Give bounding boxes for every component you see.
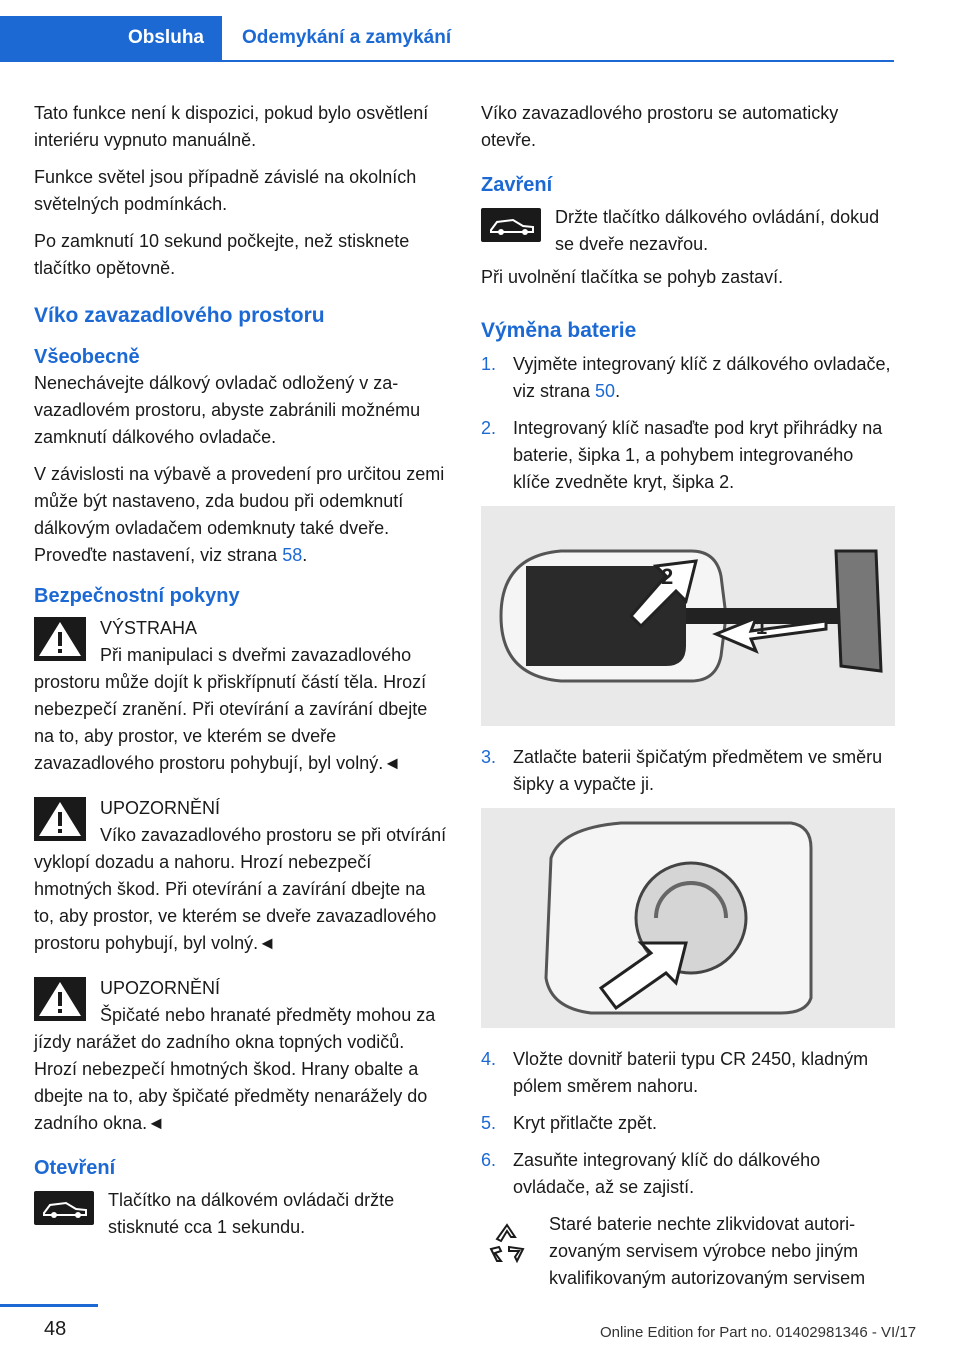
header-tabs [0,0,960,62]
step-number: 1. [481,354,497,374]
step-end: . [615,381,621,401]
page-link-58[interactable]: 58 [282,545,303,565]
notice-text: Špičaté nebo hranaté předměty mohou za jízdy narážet do zadního okna topných vodičů. Hrozí nebezpečí hmotných škod. Hrany obalte a dbejte na to, aby špičaté předměty nenarážely do zadního okna.◄ [34,1005,436,1133]
notice-title: UPOZORNĚNÍ [100,978,221,998]
paragraph: Víko zavazadlového prostoru se automaticky otevře. [481,103,839,150]
recycle-note [481,1211,895,1292]
notice-block [34,975,450,1137]
step-text: Kryt přitlačte zpět. [513,1113,658,1133]
battery-steps-final [481,1046,895,1201]
open-button-row [34,1187,450,1241]
right-column [481,100,895,1292]
step-item [481,351,895,405]
step-number: 3. [481,747,497,767]
step-item [481,415,895,496]
step-text: Vložte dovnitř baterii typu CR 2450, kladným pólem směrem nahoru. [513,1049,869,1096]
step-text: Vyjměte integrovaný klíč z dálkového ovladače, viz strana [513,354,891,401]
subheading-close: Zavření [481,174,553,196]
paragraph-text: V závislosti na výbavě a provedení pro určitou zemi může být nastaveno, zda budou při odemknutí dálkovým ovladačem odemknuty také dveře. Proveďte nastavení, viz strana [34,464,445,565]
step-text: Zasuňte integrovaný klíč do dálkového ovládače, až se zajistí. [513,1150,821,1197]
step-text: Integrovaný klíč nasaďte pod kryt přihrádky na baterie, šipka 1, a pohybem integrovaného klíče zvedněte kryt, šipka 2. [513,418,883,492]
step-item [481,1046,895,1100]
arrow-label-2: 2 [661,564,674,589]
subheading-general: Všeobecně [34,346,140,368]
key-figure-1 [481,506,895,726]
step-item [481,744,895,798]
left-column [34,100,450,1247]
paragraph: Tato funkce není k dispozici, pokud bylo osvětlení interiéru vypnuto manuálně. [34,103,429,150]
recycle-icon [483,1219,531,1267]
step-number: 6. [481,1150,497,1170]
page-link-50[interactable]: 50 [595,381,616,401]
close-button-row [481,204,895,258]
warning-icon [34,617,86,661]
notice-title: UPOZORNĚNÍ [100,798,221,818]
step-number: 5. [481,1113,497,1133]
key-figure-2 [481,808,895,1028]
recycle-text: Staré baterie nechte zlikvidovat autorizovaným servisem výrobce nebo jiným kvalifikovaným autorizovaným servisem [549,1214,866,1288]
paragraph: Po zamknutí 10 sekund počkejte, než stisknete tlačítko opětovně. [34,231,410,278]
notice-text: Víko zavazadlového prostoru se při otvírání vyklopí dozadu a nahoru. Hrozí nebezpečí hmotných škod. Při otevírání a zavírání dbejte na to, aby prostor, ve kterém se dveře zavazadlového prostoru pohybují, byl volný.◄ [34,825,447,953]
step-number: 4. [481,1049,497,1069]
subheading-safety: Bezpečnostní pokyny [34,585,240,607]
tab-obsluha[interactable]: Obsluha [0,16,222,60]
arrow-label-1: 1 [756,617,768,639]
paragraph-end: . [302,545,308,565]
battery-steps-continued [481,744,895,798]
subheading-open: Otevření [34,1157,116,1179]
step-item [481,1147,895,1201]
section-heading-battery: Výměna baterie [481,319,637,342]
paragraph: Nenechávejte dálkový ovladač odložený v zavazadlovém prostoru, abyste zabránili možnému zamknutí dálkového ovladače. [34,373,421,447]
step-text: Zatlačte baterii špičatým předmětem ve směru šipky a vypačte ji. [513,747,883,794]
warning-block [34,615,450,777]
tab-odemykani[interactable]: Odemykání a zamykání [242,27,452,48]
header-divider [0,60,894,62]
paragraph: Při uvolnění tlačítka se pohyb zastaví. [481,267,784,287]
warning-icon [34,977,86,1021]
edition-text: Online Edition for Part no. 01402981346 - VI/17 [600,1324,917,1341]
notice-block [34,795,450,957]
close-instruction: Držte tlačítko dálkového ovládání, dokud se dveře nezavřou. [555,207,880,254]
paragraph: Funkce světel jsou případně závislé na okolních světelných podmínkách. [34,167,417,214]
step-item [481,1110,895,1137]
step-number: 2. [481,418,497,438]
footer-divider [0,1304,98,1307]
paragraph [34,461,450,569]
page-number: 48 [44,1318,67,1340]
warning-icon [34,797,86,841]
warning-text: Při manipulaci s dveřmi zavazadlového prostoru může dojít k přiskřípnutí částí těla. Hrozí nebezpečí zranění. Při otevírání a zavírání dbejte na to, aby prostor, ve kterém se dveře zavazadlového prostoru pohybují, byl volný.◄ [34,645,428,773]
open-instruction: Tlačítko na dálkovém ovládači držte stisknuté cca 1 sekundu. [108,1190,395,1237]
battery-steps [481,351,895,496]
trunk-button-icon [34,1191,94,1225]
trunk-button-icon [481,208,541,242]
warning-title: VÝSTRAHA [100,618,198,638]
section-heading-trunk: Víko zavazadlového prostoru [34,304,325,327]
